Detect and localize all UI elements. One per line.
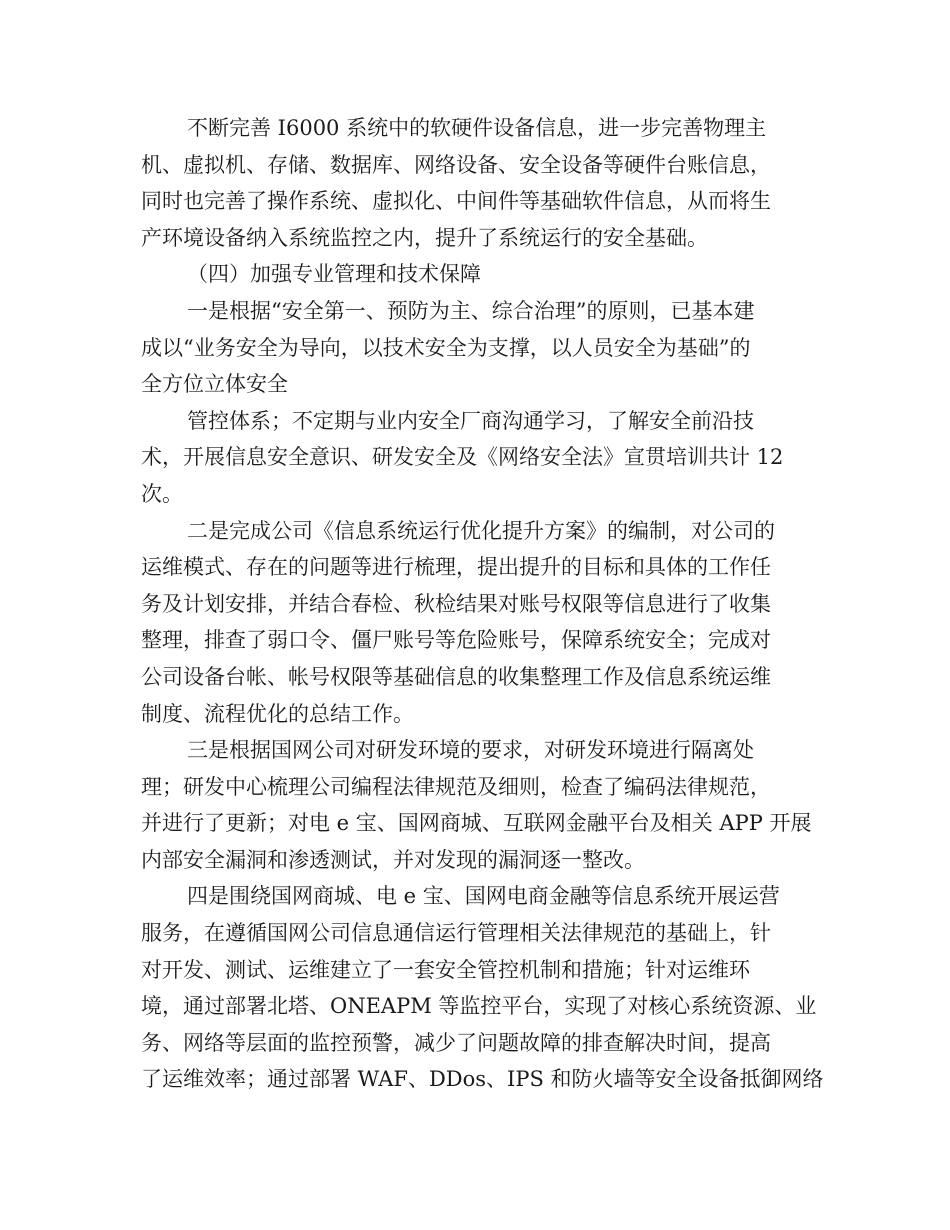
text-line: 机、虚拟机、存储、数据库、网络设备、安全设备等硬件台账信息，: [141, 152, 771, 177]
text-line: （四）加强专业管理和技术保障: [187, 262, 481, 287]
text-line: 管控体系；不定期与业内安全厂商沟通学习，了解安全前沿技: [187, 408, 754, 433]
text-line: 运维模式、存在的问题等进行梳理，提出提升的目标和具体的工作任: [141, 555, 771, 580]
text-line: 全方位立体安全: [141, 372, 288, 397]
text-line: 二是完成公司《信息系统运行优化提升方案》的编制，对公司的: [187, 518, 775, 543]
text-line: 三是根据国网公司对研发环境的要求，对研发环境进行隔离处: [187, 738, 754, 763]
text-line: 务、网络等层面的监控预警，减少了问题故障的排查解决时间，提高: [141, 1030, 771, 1055]
text-line: 一是根据“安全第一、预防为主、综合治理”的原则，已基本建: [187, 298, 755, 323]
text-line: 不断完善 I6000 系统中的软硬件设备信息，进一步完善物理主: [187, 116, 767, 140]
text-line: 内部安全漏洞和渗透测试，并对发现的漏洞逐一整改。: [141, 847, 645, 872]
text-line: 同时也完善了操作系统、虚拟化、中间件等基础软件信息，从而将生: [141, 189, 771, 214]
document-body: [141, 110, 824, 1098]
text-line: 次。: [141, 481, 183, 506]
text-line: 境，通过部署北塔、ONEAPM 等监控平台，实现了对核心系统资源、业: [141, 994, 817, 1019]
text-line: 了运维效率；通过部署 WAF、DDos、IPS 和防火墙等安全设备抵御网络: [141, 1067, 824, 1092]
text-line: 并进行了更新；对电 e 宝、国网商城、互联网金融平台及相关 APP 开展: [141, 811, 812, 836]
text-line: 术，开展信息安全意识、研发安全及《网络安全法》宣贯培训共计 12: [141, 445, 784, 470]
text-line: 公司设备台帐、帐号权限等基础信息的收集整理工作及信息系统运维: [141, 664, 771, 689]
text-line: 产环境设备纳入系统监控之内，提升了系统运行的安全基础。: [141, 225, 708, 250]
text-line: 理；研发中心梳理公司编程法律规范及细则，检查了编码法律规范，: [141, 774, 771, 799]
text-line: 制度、流程优化的总结工作。: [141, 701, 414, 726]
text-line: 成以“业务安全为导向，以技术安全为支撑，以人员安全为基础”的: [141, 335, 751, 360]
text-line: 服务，在遵循国网公司信息通信运行管理相关法律规范的基础上，针: [141, 921, 771, 946]
text-line: 四是围绕国网商城、电 e 宝、国网电商金融等信息系统开展运营: [187, 884, 780, 909]
text-line: 务及计划安排，并结合春检、秋检结果对账号权限等信息进行了收集: [141, 591, 771, 616]
text-line: 对开发、测试、运维建立了一套安全管控机制和措施；针对运维环: [141, 957, 750, 982]
text-line: 整理，排查了弱口令、僵尸账号等危险账号，保障系统安全；完成对: [141, 628, 771, 653]
